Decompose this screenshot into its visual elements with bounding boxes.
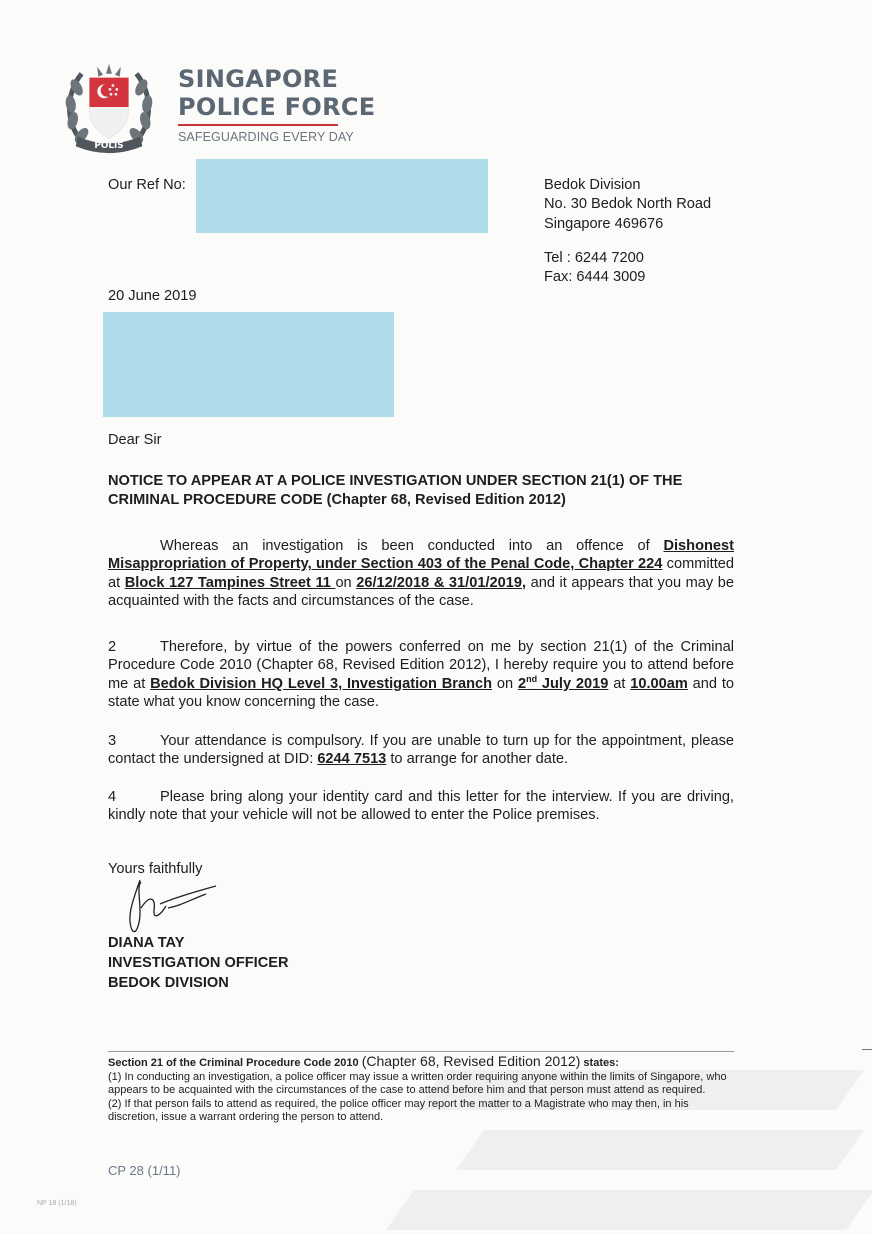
signature-image [110,868,240,938]
redaction-box-ref [196,159,488,233]
salutation: Dear Sir [108,432,162,448]
footnote-item-2: (2) If that person fails to attend as required, the police officer may report the matter to a Magistrate who may then, in his discretion, issue a warrant ordering the person to attend. [108,1097,689,1124]
closing: Yours faithfully [108,861,203,877]
footnote-item-1: (1) In conducting an investigation, a police officer may issue a written order requiring anyone within the limits of Singapore, who appears to be acquainted with the circumstances of the case to attend before him and that person must attend as required. [108,1070,727,1097]
appointment-time: 10.00am [630,675,688,692]
tel-number: Tel : 6244 7200 [544,250,644,266]
signer-block [108,933,289,993]
edge-mark [862,1049,872,1050]
paragraph-3: 3 Your attendance is compulsory. If you are unable to turn up for the appointment, please contact the undersigned at DID: 6244 7513 to arrange for another date. [108,733,734,768]
footnote-divider [108,1051,734,1052]
form-code: CP 28 (1/11) [108,1163,181,1178]
redaction-box-addressee [103,312,394,417]
offence-dates: 26/12/2018 & 31/01/2019, [356,574,527,591]
watermark-stripe [386,1190,872,1230]
sender-address [544,176,711,234]
offence-text: Dishonest Misappropriation of Property, under Section 403 of the Penal Code, Chapter 224 [108,538,734,573]
address-line: Singapore 469676 [544,215,664,232]
address-line: No. 30 Bedok North Road [544,196,712,213]
footnote [108,1055,736,1125]
police-crest-logo [60,60,158,158]
signer-division: BEDOK DIVISION [108,975,229,991]
print-code: NP 18 (1/18) [37,1200,77,1207]
paragraph-4: 4 Please bring along your identity card and this letter for the interview. If you are driving, kindly note that your vehicle will not be allowed to enter the Police premises. [108,789,734,824]
footnote-heading: Section 21 of the Criminal Procedure Code 2010 (Chapter 68, Revised Edition 2012) states: [108,1053,619,1069]
subject-heading: NOTICE TO APPEAR AT A POLICE INVESTIGATION UNDER SECTION 21(1) OF THE CRIMINAL PROCEDURE CODE (Chapter 68, Revised Edition 2012) [108,473,683,508]
location-text: Block 127 Tampines Street 11 [124,574,336,591]
org-name-line1: SINGAPORE [178,65,339,93]
venue-text: Bedok Division HQ Level 3, Investigation Branch [150,675,493,692]
signer-name: DIANA TAY [108,935,185,951]
letterhead-rule [178,124,338,126]
paragraph-2: 2 Therefore, by virtue of the powers conferred on me by section 21(1) of the Criminal Procedure Code 2010 (Chapter 68, Revised Edition 2012), I hereby require you to attend before me at Bedok Division HQ Level 3, Investigation Branch on 2nd July 2019 at 10.00am and to state what you know concerning the case. [108,639,735,711]
org-name-line2: POLICE FORCE [178,93,376,121]
address-line: Bedok Division [544,177,641,193]
contact-phone: 6244 7513 [317,751,387,768]
appointment-date: 2nd July 2019 [517,673,609,692]
contact-numbers [544,249,645,288]
ref-label: Our Ref No: [108,177,186,193]
signer-title: INVESTIGATION OFFICER [108,955,289,971]
letter-date: 20 June 2019 [108,288,197,304]
fax-number: Fax: 6444 3009 [544,269,646,286]
paragraph-1: Whereas an investigation is been conducted into an offence of Dishonest Misappropriation of Property, under Section 403 of the Penal Code, Chapter 224 committed at Block 127 Tampines Street 11 on 26/12/2018 & 31/01/2019, and it appears that you may be acquainted with the facts and circumstances of the case. [108,538,734,610]
org-tagline: SAFEGUARDING EVERY DAY [178,130,354,144]
svg-text:POLIS: POLIS [94,141,124,152]
watermark-stripe [456,1130,864,1170]
